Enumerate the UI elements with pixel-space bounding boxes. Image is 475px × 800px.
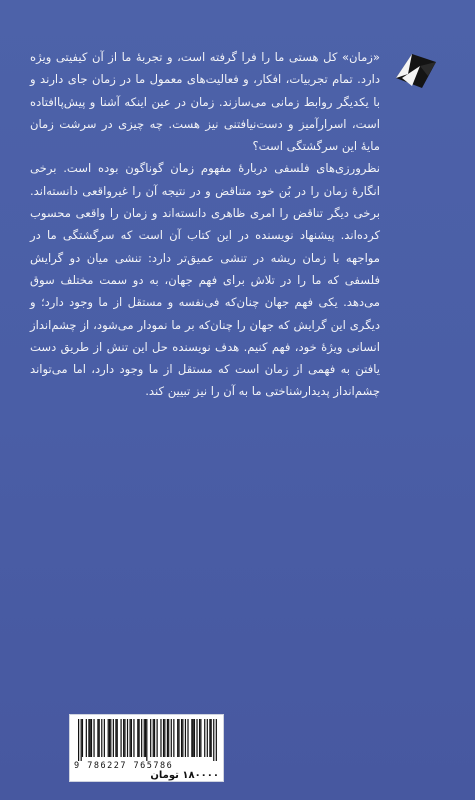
blurb-text — [30, 46, 380, 403]
barcode-bars — [78, 719, 217, 761]
isbn-number: 9 786227 765786 — [74, 761, 174, 771]
publisher-bird-logo-icon — [392, 48, 442, 92]
blurb-paragraph-2: نظرورزی‌های فلسفی دربارهٔ مفهوم زمان گوناگون بوده است. برخی انگارهٔ زمان را در بُن خود متناقض و در نتیجه آن را غیرواقعی دانسته‌اند. برخی دیگر تناقض را امری ظاهری دانسته‌اند و زمان را واقعی محسوب کرده‌اند. پیشنهاد نویسنده در این کتاب آن است که سرگشتگی ما در مواجهه با زمان ریشه در تنشی عمیق‌تر دارد: تنشی میان دو گرایش فلسفی که ما را در تلاش برای فهم جهان، به دو سمت مختلف سوق می‌دهد. یکی فهم جهان چنان‌که فی‌نفسه و مستقل از ما وجود دارد؛ و دیگری این گرایش که جهان را چنان‌که بر ما نمودار می‌شود، از چشم‌انداز انسانی ویژهٔ خود، فهم کنیم. هدف نویسنده حل این تنش از طریق دست یافتن به فهمی از زمان است که مستقل از ما وجود دارد، اما می‌تواند چشم‌انداز پدیدارشناختی ما به آن را نیز تبیین کند. — [30, 161, 380, 399]
price-label: ۱۸۰۰۰۰ تومان — [150, 770, 219, 781]
barcode-label — [69, 714, 224, 782]
blurb-paragraph-1: «زمان» کل هستی ما را فرا گرفته است، و تجربهٔ ما از آن کیفیتی ویژه دارد. تمام تجربیات، افکار، و فعالیت‌های معمول ما در زمان جای دارند و با یکدیگر روابط زمانی می‌سازند. زمان در عین اینکه آشنا و پیش‌پاافتاده است، اسرارآمیز و دست‌نیافتنی نیز هست. چه چیزی در سرشت زمان مایهٔ این سرگشتگی است؟ — [30, 50, 380, 154]
